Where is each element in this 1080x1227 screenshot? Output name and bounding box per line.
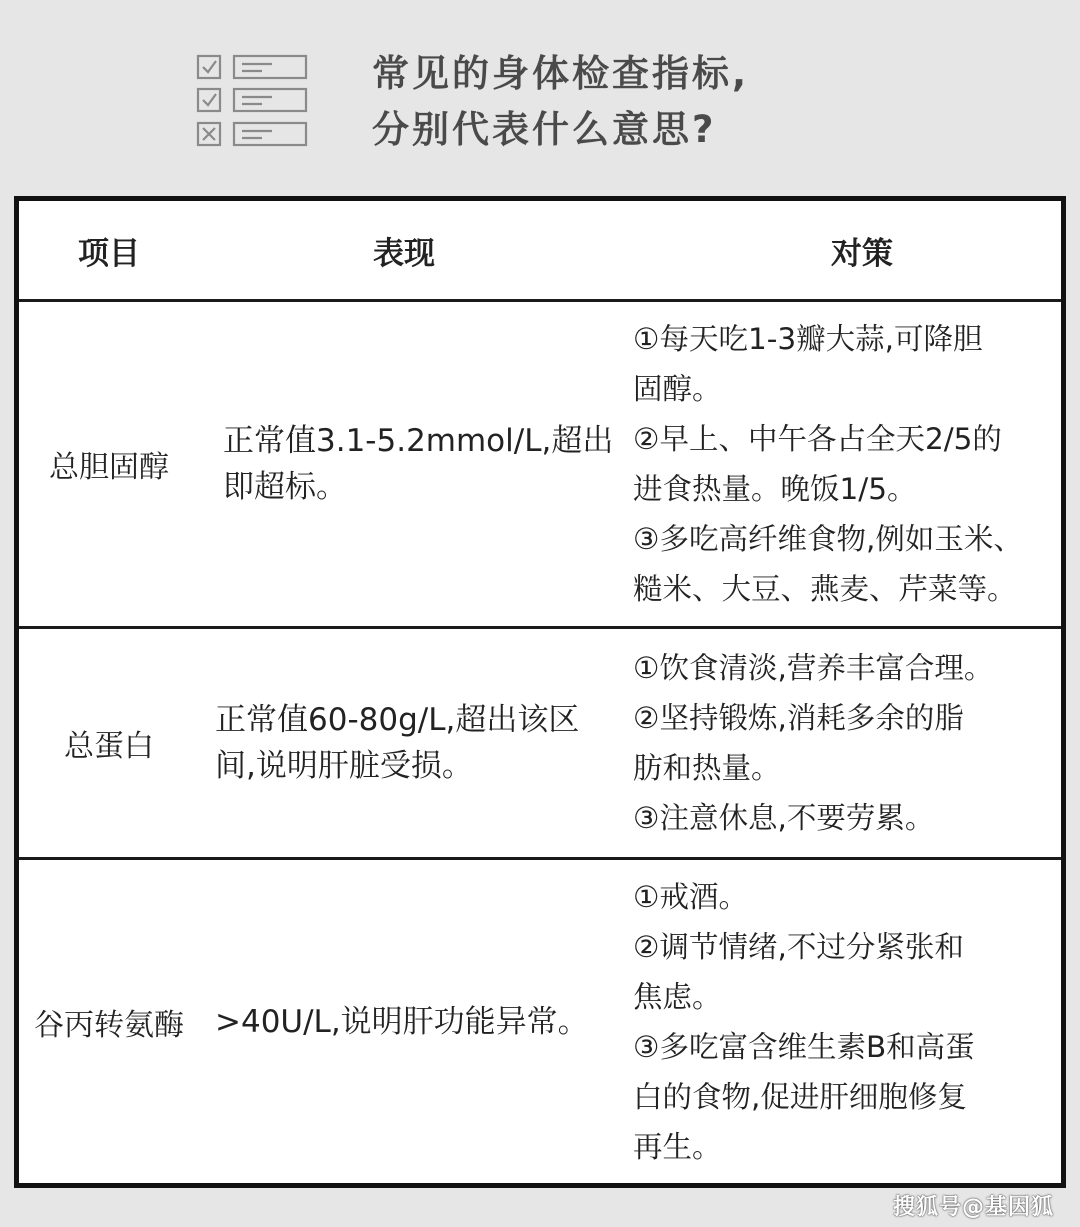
item-cell: 总蛋白 — [64, 729, 154, 764]
strategy-cell — [633, 860, 1061, 1183]
performance-cell: 正常值3.1-5.2mmol/L,超出即超标。 — [223, 423, 614, 505]
header-item: 项目 — [78, 235, 140, 272]
strategy-line: ②坚持锻炼,消耗多余的脂 — [633, 701, 964, 735]
strategy-line: 糙米、大豆、燕麦、芹菜等。 — [633, 572, 1017, 606]
strategy-line: ①戒酒。 — [633, 879, 748, 914]
item-cell: 谷丙转氨酶 — [34, 1007, 184, 1043]
performance-cell: 正常值60-80g/L,超出该区间,说明肝脏受损。 — [215, 702, 580, 784]
title-line-1: 常见的身体检查指标, — [372, 52, 750, 95]
strategy-line: ②调节情绪,不过分紧张和 — [633, 929, 964, 964]
table-row — [19, 860, 1061, 1183]
strategy-line: 焦虑。 — [633, 979, 722, 1014]
strategy-line: 肪和热量。 — [633, 751, 781, 785]
table-row — [19, 302, 1061, 626]
header-performance: 表现 — [373, 235, 435, 272]
item-cell: 总胆固醇 — [49, 450, 169, 485]
table-header-row — [19, 201, 1061, 299]
strategy-line: 进食热量。晚饭1/5。 — [633, 472, 917, 506]
title-line-2: 分别代表什么意思? — [372, 108, 717, 151]
checklist-icon — [196, 53, 308, 151]
strategy-line: ①饮食清淡,营养丰富合理。 — [633, 651, 994, 685]
page-title — [372, 46, 749, 158]
strategy-cell — [633, 302, 1061, 626]
performance-cell: >40U/L,说明肝功能异常。 — [215, 1003, 589, 1040]
strategy-line: 固醇。 — [633, 372, 722, 406]
strategy-line: ③多吃高纤维食物,例如玉米、 — [633, 522, 1023, 556]
indicator-table — [14, 196, 1066, 1188]
strategy-line: ③多吃富含维生素B和高蛋 — [633, 1029, 975, 1064]
header-strategy: 对策 — [831, 235, 893, 272]
strategy-line: 白的食物,促进肝细胞修复 — [633, 1079, 967, 1114]
strategy-line: ①每天吃1-3瓣大蒜,可降胆 — [633, 322, 983, 356]
strategy-line: ②早上、中午各占全天2/5的 — [633, 422, 1002, 456]
strategy-line: 再生。 — [633, 1129, 722, 1164]
watermark: 搜狐号@基因狐 — [892, 1195, 1054, 1220]
strategy-line: ③注意休息,不要劳累。 — [633, 801, 935, 835]
strategy-cell — [633, 629, 1061, 857]
table-row — [19, 629, 1061, 857]
